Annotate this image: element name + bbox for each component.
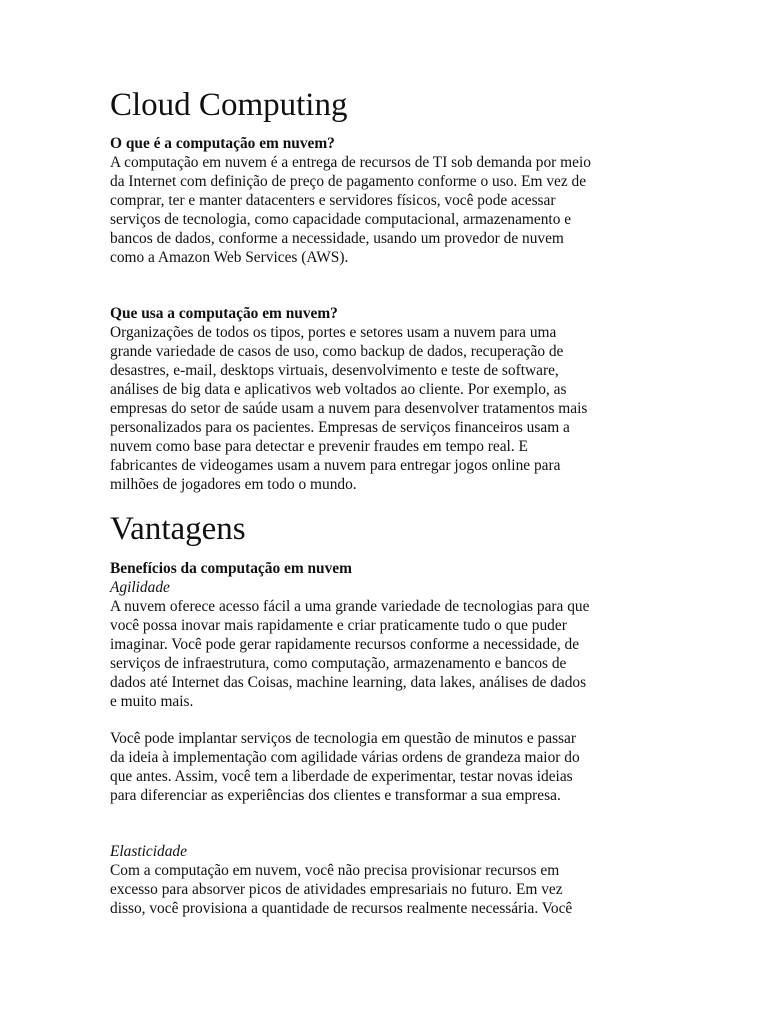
text-line: e muito mais. (110, 693, 194, 710)
text-line: bancos de dados, conforme a necessidade, usando um provedor de nuvem (110, 230, 564, 247)
text-line: imaginar. Você pode gerar rapidamente recursos conforme a necessidade, de (110, 636, 580, 653)
text-line: para diferenciar as experiências dos clientes e transformar a sua empresa. (110, 787, 561, 804)
text-line: comprar, ter e manter datacenters e servidores físicos, você pode acessar (110, 192, 556, 209)
label-agility: Agilidade (110, 579, 170, 596)
text-line: A computação em nuvem é a entrega de recursos de TI sob demanda por meio (110, 154, 591, 171)
text-line: empresas do setor de saúde usam a nuvem para desenvolver tratamentos mais (110, 400, 588, 417)
paragraph-what-is-cloud (110, 153, 670, 267)
paragraph-agility-2 (110, 729, 670, 805)
text-line: personalizados para os pacientes. Empresas de serviços financeiros usam a (110, 419, 570, 436)
text-line: Organizações de todos os tipos, portes e setores usam a nuvem para uma (110, 324, 557, 341)
text-line: fabricantes de videogames usam a nuvem para entregar jogos online para (110, 457, 561, 474)
text-line: serviços de tecnologia, como capacidade computacional, armazenamento e (110, 211, 572, 228)
text-line: desastres, e-mail, desktops virtuais, desenvolvimento e teste de software, (110, 362, 559, 379)
heading-who-uses-cloud: Que usa a computação em nuvem? (110, 305, 338, 322)
text-line: grande variedade de casos de uso, como backup de dados, recuperação de (110, 343, 564, 360)
text-line: nuvem como base para detectar e prevenir fraudes em tempo real. E (110, 438, 528, 455)
text-line: Com a computação em nuvem, você não precisa provisionar recursos em (110, 862, 560, 879)
text-line: da ideia à implementação com agilidade várias ordens de grandeza maior do (110, 749, 580, 766)
paragraph-who-uses-cloud (110, 323, 670, 494)
heading-what-is-cloud: O que é a computação em nuvem? (110, 135, 335, 152)
title-cloud-computing: Cloud Computing (110, 87, 348, 123)
paragraph-elasticity (110, 861, 670, 918)
text-line: disso, você provisiona a quantidade de recursos realmente necessária. Você (110, 900, 573, 917)
text-line: da Internet com definição de preço de pagamento conforme o uso. Em vez de (110, 173, 587, 190)
text-line: que antes. Assim, você tem a liberdade de experimentar, testar novas ideias (110, 768, 573, 785)
text-line: serviços de infraestrutura, como computação, armazenamento e bancos de (110, 655, 567, 672)
text-line: A nuvem oferece acesso fácil a uma grande variedade de tecnologias para que (110, 598, 590, 615)
text-line: Você pode implantar serviços de tecnologia em questão de minutos e passar (110, 730, 577, 747)
text-line: você possa inovar mais rapidamente e criar praticamente tudo o que puder (110, 617, 567, 634)
text-line: dados até Internet das Coisas, machine learning, data lakes, análises de dados (110, 674, 587, 691)
heading-benefits: Benefícios da computação em nuvem (110, 560, 352, 577)
paragraph-agility-1 (110, 597, 670, 711)
text-line: excesso para absorver picos de atividades empresariais no futuro. Em vez (110, 881, 563, 898)
title-vantagens: Vantagens (110, 511, 246, 547)
text-line: como a Amazon Web Services (AWS). (110, 249, 349, 266)
text-line: milhões de jogadores em todo o mundo. (110, 476, 357, 493)
text-line: análises de big data e aplicativos web voltados ao cliente. Por exemplo, as (110, 381, 567, 398)
label-elasticity: Elasticidade (110, 843, 187, 860)
